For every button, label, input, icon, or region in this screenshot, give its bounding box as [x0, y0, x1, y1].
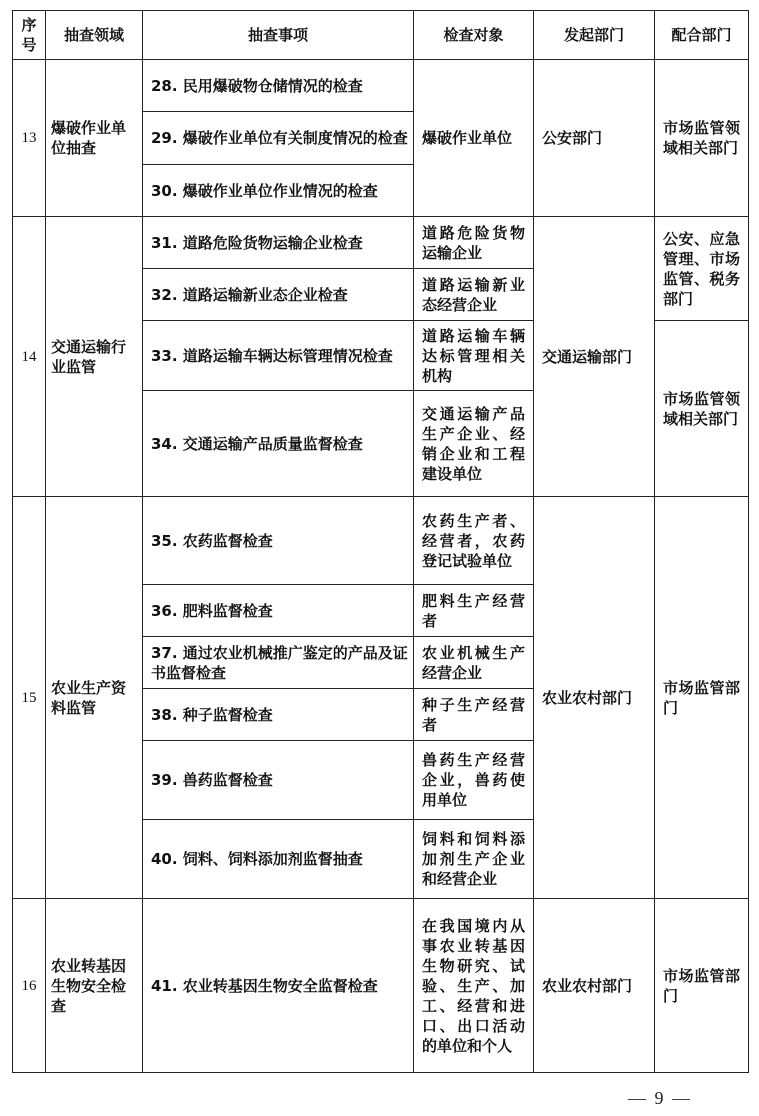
object-32: 道路运输新业态经营企业 — [414, 269, 534, 321]
group-13-no: 13 — [13, 60, 46, 217]
header-initiator: 发起部门 — [534, 11, 655, 60]
object-36: 肥料生产经营者 — [414, 585, 534, 637]
item-28: 28. 民用爆破物仓储情况的检查 — [143, 60, 414, 112]
header-object: 检查对象 — [414, 11, 534, 60]
group-16-initiator: 农业农村部门 — [534, 899, 655, 1073]
group-16-area: 农业转基因生物安全检查 — [46, 899, 143, 1073]
item-37: 37. 通过农业机械推广鉴定的产品及证书监督检查 — [143, 637, 414, 689]
table-row — [13, 899, 749, 1073]
header-cooperator: 配合部门 — [655, 11, 749, 60]
item-34: 34. 交通运输产品质量监督检查 — [143, 391, 414, 497]
table-row — [13, 497, 749, 585]
header-item: 抽查事项 — [143, 11, 414, 60]
group-15-area: 农业生产资料监管 — [46, 497, 143, 899]
group-14-cooperator-b: 市场监管领域相关部门 — [655, 321, 749, 497]
item-41: 41. 农业转基因生物安全监督检查 — [143, 899, 414, 1073]
group-14-cooperator-a: 公安、应急管理、市场监管、税务部门 — [655, 217, 749, 321]
group-16-cooperator: 市场监管部门 — [655, 899, 749, 1073]
item-36: 36. 肥料监督检查 — [143, 585, 414, 637]
group-14-initiator: 交通运输部门 — [534, 217, 655, 497]
group-13-cooperator: 市场监管领域相关部门 — [655, 60, 749, 217]
group-14-area: 交通运输行业监管 — [46, 217, 143, 497]
item-29: 29. 爆破作业单位有关制度情况的检查 — [143, 112, 414, 165]
group-15-no: 15 — [13, 497, 46, 899]
group-13-object: 爆破作业单位 — [414, 60, 534, 217]
object-39: 兽药生产经营企业，兽药使用单位 — [414, 741, 534, 820]
page-number: — 9 — — [628, 1088, 692, 1108]
object-31: 道路危险货物运输企业 — [414, 217, 534, 269]
object-34: 交通运输产品生产企业、经销企业和工程建设单位 — [414, 391, 534, 497]
group-16-object: 在我国境内从事农业转基因生物研究、试验、生产、加工、经营和进口、出口活动的单位和个人 — [414, 899, 534, 1073]
item-32: 32. 道路运输新业态企业检查 — [143, 269, 414, 321]
group-13-initiator: 公安部门 — [534, 60, 655, 217]
inspection-table — [12, 10, 749, 1073]
group-13-area: 爆破作业单位抽查 — [46, 60, 143, 217]
item-33: 33. 道路运输车辆达标管理情况检查 — [143, 321, 414, 391]
table-row — [13, 60, 749, 112]
item-30: 30. 爆破作业单位作业情况的检查 — [143, 165, 414, 217]
object-33: 道路运输车辆达标管理相关机构 — [414, 321, 534, 391]
group-14-no: 14 — [13, 217, 46, 497]
header-no: 序号 — [13, 11, 46, 60]
object-35: 农药生产者、经营者，农药登记试验单位 — [414, 497, 534, 585]
group-15-cooperator: 市场监管部门 — [655, 497, 749, 899]
object-37: 农业机械生产经营企业 — [414, 637, 534, 689]
header-area: 抽查领域 — [46, 11, 143, 60]
object-40: 饲料和饲料添加剂生产企业和经营企业 — [414, 820, 534, 899]
item-40: 40. 饲料、饲料添加剂监督抽查 — [143, 820, 414, 899]
table-header-row — [13, 11, 749, 60]
item-31: 31. 道路危险货物运输企业检查 — [143, 217, 414, 269]
group-15-initiator: 农业农村部门 — [534, 497, 655, 899]
item-38: 38. 种子监督检查 — [143, 689, 414, 741]
object-38: 种子生产经营者 — [414, 689, 534, 741]
table-row — [13, 217, 749, 269]
group-16-no: 16 — [13, 899, 46, 1073]
item-39: 39. 兽药监督检查 — [143, 741, 414, 820]
item-35: 35. 农药监督检查 — [143, 497, 414, 585]
